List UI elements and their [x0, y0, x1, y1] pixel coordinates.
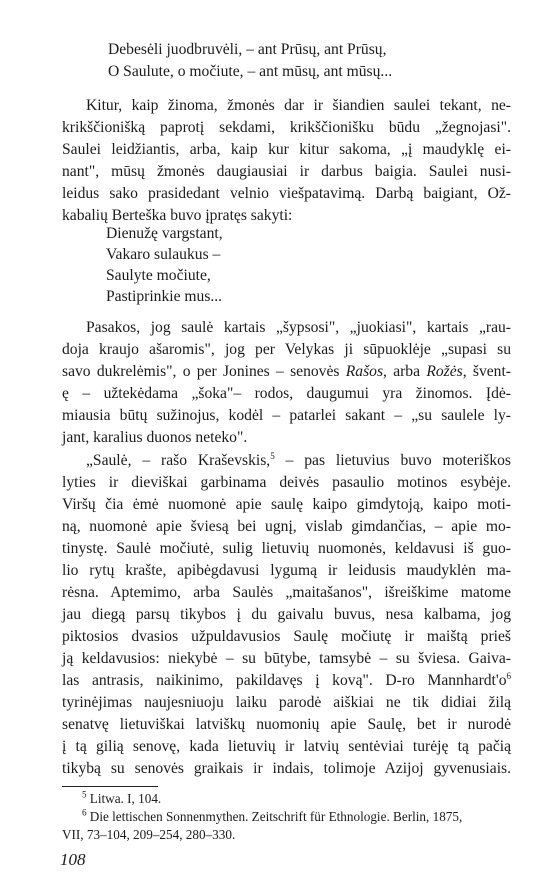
- footnote: [82, 808, 462, 826]
- poem-line: Dienužę vargstant,: [106, 225, 223, 242]
- paragraph-line: tyrinėjimas naujesniuoju laiku parodė aiškiai ne tik didiai žilą: [62, 694, 511, 711]
- footnote-separator: [62, 786, 158, 787]
- footnote-number: 5: [82, 789, 87, 800]
- paragraph-line: lyties ir dieviškai garbinama deivės pasaulio motinos esybėje.: [62, 474, 511, 491]
- poem-line: Vakaro sulaukus –: [106, 246, 221, 263]
- footnote-text: Die lettischen Sonnenmythen. Zeitschrift für Ethnologie. Berlin, 1875,: [89, 809, 463, 824]
- paragraph-line: tikybą su senovės graikais ir indais, tolimoje Azijoj gyvenusiais.: [62, 760, 511, 777]
- poem-line: Pastiprinkie mus...: [106, 288, 223, 305]
- paragraph-line: kabalių Berteška buvo įpratęs sakyti:: [62, 207, 293, 224]
- paragraph-line: lio rytų krašte, apibėgdavusi lygumą ir leidusis maudyklėn ma-: [62, 562, 511, 579]
- italic-term: Rašos: [345, 363, 384, 380]
- paragraph-line: doja kraujo ašaromis", jog per Velykas ji sūpuoklėje „supasi su: [62, 341, 511, 358]
- poem-line: Saulyte močiute,: [106, 267, 211, 284]
- text-run: , švent-: [462, 363, 511, 380]
- paragraph-line: jant, karalius duonos neteko".: [62, 429, 248, 446]
- paragraph-line: krikščionišką paprotį sekdami, krikščionišku būdu „žegnojasi".: [62, 119, 511, 136]
- footnote-text: Litwa. I, 104.: [89, 791, 162, 806]
- text-run: las antrasis, naikinimo, pakildavęs į kovą". D-ro Mannhardt'o: [62, 672, 507, 689]
- poem-line: O Saulute, o močiute, – ant mūsų, ant mūsų...: [108, 63, 393, 80]
- footnote-number: 6: [82, 807, 87, 818]
- italic-term: Rožės: [426, 363, 463, 380]
- paragraph-line: į tą gilią senovę, kada lietuvių ir latvių sentėviai turėję tą pačią: [62, 738, 511, 755]
- paragraph-line: senatvę lietuviškai latviškų nuomonių apie Saulę, bet ir nurodė: [62, 716, 511, 733]
- paragraph-line: piktosios dvasios užpuldavusios Saulę močiutę ir maištą prieš: [62, 628, 511, 645]
- text-run: , arba: [383, 363, 427, 380]
- paragraph-line: nant", mūsų žmonės daugiausiai ir darbus baigia. Saulei nusi-: [62, 163, 511, 180]
- paragraph-line: [62, 362, 511, 382]
- paragraph-line: Viršų čia ėmė nuomonė apie saulę kaipo gimdytoją, kaipo moti-: [62, 496, 511, 513]
- paragraph-line: Saulei leidžiantis, arba, kaip kur kitur sakoma, „į maudyklę ei-: [62, 141, 511, 158]
- paragraph-line: leidus sako prasidedant velnio viešpatavimą. Darbą baigiant, Ož-: [62, 185, 511, 202]
- footnote: [82, 790, 161, 808]
- footnote-ref[interactable]: 5: [270, 450, 275, 461]
- text-run: „Saulė, – rašo Kraševskis,: [86, 452, 271, 469]
- text-run: savo dukrelėmis", o per Jonines – senovės: [62, 363, 346, 380]
- paragraph-line: [86, 451, 511, 471]
- footnote-continuation: VII, 73–104, 209–254, 280–330.: [62, 827, 236, 842]
- paragraph-line: ną, nuomonė apie šviesą bei ugnį, vislab gimdančias, – apie mo-: [62, 518, 511, 535]
- paragraph-line: ę – užtekėdama „šoka"– rodos, daugumui yra žinomos. Įdė-: [62, 385, 511, 402]
- paragraph-line: ją keldavusios: niekybė – su būtybe, tamsybė – su šviesa. Gaiva-: [62, 650, 511, 667]
- poem-line: Debesėli juodbruvėli, – ant Prūsų, ant Prūsų,: [108, 41, 387, 58]
- paragraph-line: tinystę. Saulė močiutė, sulig lietuvių nuomonės, keldavusi iš guo-: [62, 540, 511, 557]
- paragraph-line: Kitur, kaip žinoma, žmonės dar ir šiandien saulei tekant, ne-: [86, 97, 511, 114]
- paragraph-line: [62, 671, 511, 691]
- paragraph-line: rėsna. Aptemimo, arba Saulės „maitašanos", išreiškime matome: [62, 584, 511, 601]
- text-run: – pas lietuvius buvo moteriškos: [274, 452, 511, 469]
- paragraph-line: jau diegą parsų tikybos į du gaivalu buvus, nesa kalbama, jog: [62, 606, 511, 623]
- paragraph-line: miausia būtų sužinojus, kodėl – patarlei sakant – „su saulele ly-: [62, 407, 511, 424]
- paragraph-line: Pasakos, jog saulė kartais „šypsosi", „juokiasi", kartais „rau-: [86, 319, 511, 336]
- footnote-ref[interactable]: 6: [506, 670, 511, 681]
- page-number: 108: [60, 850, 86, 869]
